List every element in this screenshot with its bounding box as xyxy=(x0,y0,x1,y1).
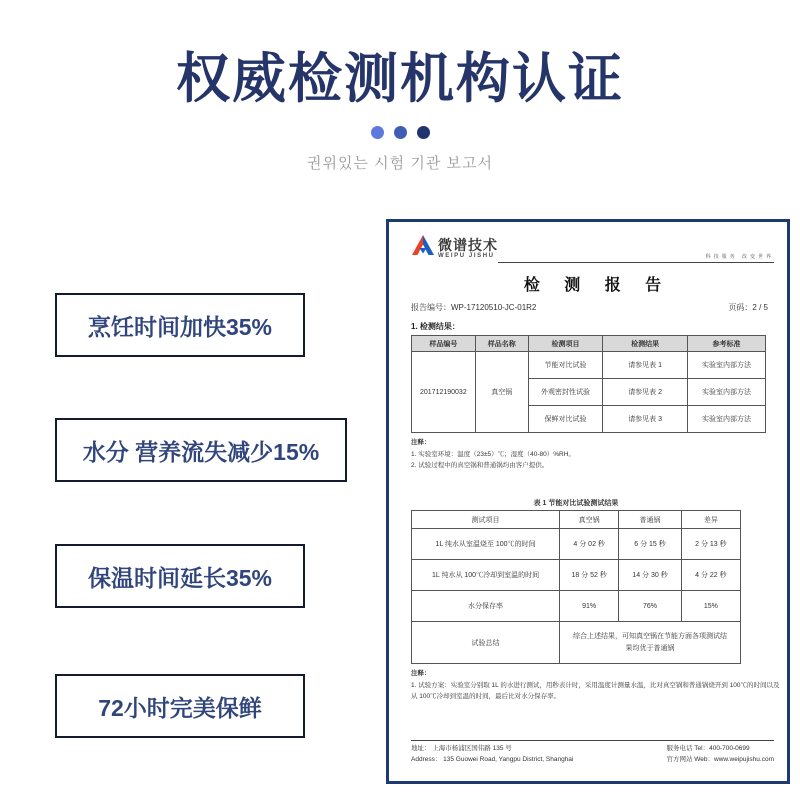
benefit-box-heat-retention xyxy=(55,544,305,608)
sample-name-cell: 真空锅 xyxy=(475,352,528,433)
weipu-logo-icon xyxy=(411,234,435,263)
cell: 4 分 22 秒 xyxy=(681,560,740,591)
benefit-box-freshness xyxy=(55,674,305,738)
dot-icon xyxy=(417,126,430,139)
table-row xyxy=(412,591,741,622)
page-number-label: 页码： xyxy=(728,303,753,312)
letterhead-rule xyxy=(498,253,774,263)
section-1-title: 1. 检测结果： xyxy=(411,322,460,331)
cell: 节能对比试验 xyxy=(528,352,602,379)
benefit-box-cooking-time xyxy=(55,293,305,357)
summary-label-cell: 试验总结 xyxy=(412,622,560,664)
benefit-label: 保温时间延长35% xyxy=(87,564,273,591)
page-number-value: 2 / 5 xyxy=(752,303,768,312)
report-number xyxy=(411,302,536,313)
footer-address-en: Address： 135 Guowei Road, Yangpu District, Shanghai xyxy=(411,755,574,763)
dot-icon xyxy=(371,126,384,139)
table-row xyxy=(412,352,766,379)
dot-icon xyxy=(394,126,407,139)
notes-section-2 xyxy=(411,668,781,703)
col-test-result: 检测结果 xyxy=(603,336,688,352)
footer-address xyxy=(411,743,573,765)
col-normal-pot: 普通锅 xyxy=(619,511,682,529)
footer-contact xyxy=(666,743,774,765)
logo-name-en: WEIPU JISHU xyxy=(438,253,495,259)
notes-title: 注释： xyxy=(411,670,431,678)
cell: 15% xyxy=(681,591,740,622)
table-row xyxy=(412,529,741,560)
energy-test-table xyxy=(411,510,741,664)
report-number-value: WP-17120510-JC-01R2 xyxy=(451,303,537,312)
cell: 2 分 13 秒 xyxy=(681,529,740,560)
col-difference: 差异 xyxy=(681,511,740,529)
cell: 18 分 52 秒 xyxy=(560,560,619,591)
col-test-item: 检测项目 xyxy=(528,336,602,352)
table-header-row xyxy=(412,511,741,529)
cell: 实验室内部方法 xyxy=(688,352,766,379)
col-reference-std: 参考标准 xyxy=(688,336,766,352)
subtitle-korean: 권위있는 시험 기관 보고서 xyxy=(307,155,493,172)
cell: 实验室内部方法 xyxy=(688,379,766,406)
summary-text-cell: 综合上述结果，可知真空锅在节能方面各项测试结果均优于普通锅 xyxy=(560,622,741,664)
weipu-logo xyxy=(411,234,498,263)
report-meta-row xyxy=(411,302,774,313)
letterhead-slogan: 科技服务 改变世界 xyxy=(705,254,774,260)
cell: 4 分 02 秒 xyxy=(560,529,619,560)
cell: 91% xyxy=(560,591,619,622)
divider-dots xyxy=(0,126,800,139)
cell: 请参见表 3 xyxy=(603,406,688,433)
report-footer xyxy=(411,740,774,765)
page-title: 权威检测机构认证 xyxy=(176,49,624,109)
cell: 请参见表 1 xyxy=(603,352,688,379)
sample-id-cell: 201712190032 xyxy=(412,352,476,433)
report-title: 检 测 报 告 xyxy=(523,277,672,294)
note-item: 1. 试验方案：实验室分别取 1L 的水进行测试，用秒表计时，采用温度计测量水温，比对真空锅和普通锅烧开到 100℃的时间以及从 100℃冷却到室温的时间，最后比对水分保存率。 xyxy=(411,681,780,701)
col-sample-name: 样品名称 xyxy=(475,336,528,352)
col-sample-id: 样品编号 xyxy=(412,336,476,352)
benefit-label: 水分 营养流失减少15% xyxy=(82,438,320,465)
logo-name-cn: 微谱技术 xyxy=(438,237,498,253)
benefit-label: 烹饪时间加快35% xyxy=(87,313,273,340)
sample-results-table xyxy=(411,335,766,433)
cell: 外观密封性试验 xyxy=(528,379,602,406)
report-number-label: 报告编号： xyxy=(411,303,451,312)
footer-tel: 服务电话 Tel：400-700-0699 xyxy=(666,744,750,752)
test-report-document xyxy=(386,219,790,784)
summary-row xyxy=(412,622,741,664)
cell: 1L 纯水从 100℃冷却到室温的时间 xyxy=(412,560,560,591)
note-item: 1. 实验室环境：温度（23±5）℃；湿度（40-80）%RH。 xyxy=(411,450,575,458)
report-letterhead xyxy=(411,234,774,263)
cell: 14 分 30 秒 xyxy=(619,560,682,591)
cell: 保鲜对比试验 xyxy=(528,406,602,433)
cell: 1L 纯水从室温烧至 100℃的时间 xyxy=(412,529,560,560)
cell: 实验室内部方法 xyxy=(688,406,766,433)
cell: 6 分 15 秒 xyxy=(619,529,682,560)
col-test-item: 测试项目 xyxy=(412,511,560,529)
notes-section-1 xyxy=(411,437,774,472)
cell: 请参见表 2 xyxy=(603,379,688,406)
footer-address-cn: 地址： 上海市杨浦区国伟路 135 号 xyxy=(411,744,512,752)
notes-title: 注释： xyxy=(411,439,431,446)
benefit-label: 72小时完美保鲜 xyxy=(98,694,262,721)
cell: 水分保存率 xyxy=(412,591,560,622)
table-row xyxy=(412,560,741,591)
col-vacuum-pot: 真空锅 xyxy=(560,511,619,529)
note-item: 2. 试验过程中的真空锅和普通锅均由客户提供。 xyxy=(411,462,549,470)
cell: 76% xyxy=(619,591,682,622)
table1-caption: 表 1 节能对比试验测试结果 xyxy=(533,500,619,508)
page-number xyxy=(728,302,774,313)
logo-text xyxy=(438,238,498,259)
table-header-row xyxy=(412,336,766,352)
footer-web: 官方网站 Web：www.weipujishu.com xyxy=(666,755,774,763)
benefit-box-nutrition-loss xyxy=(55,418,347,482)
